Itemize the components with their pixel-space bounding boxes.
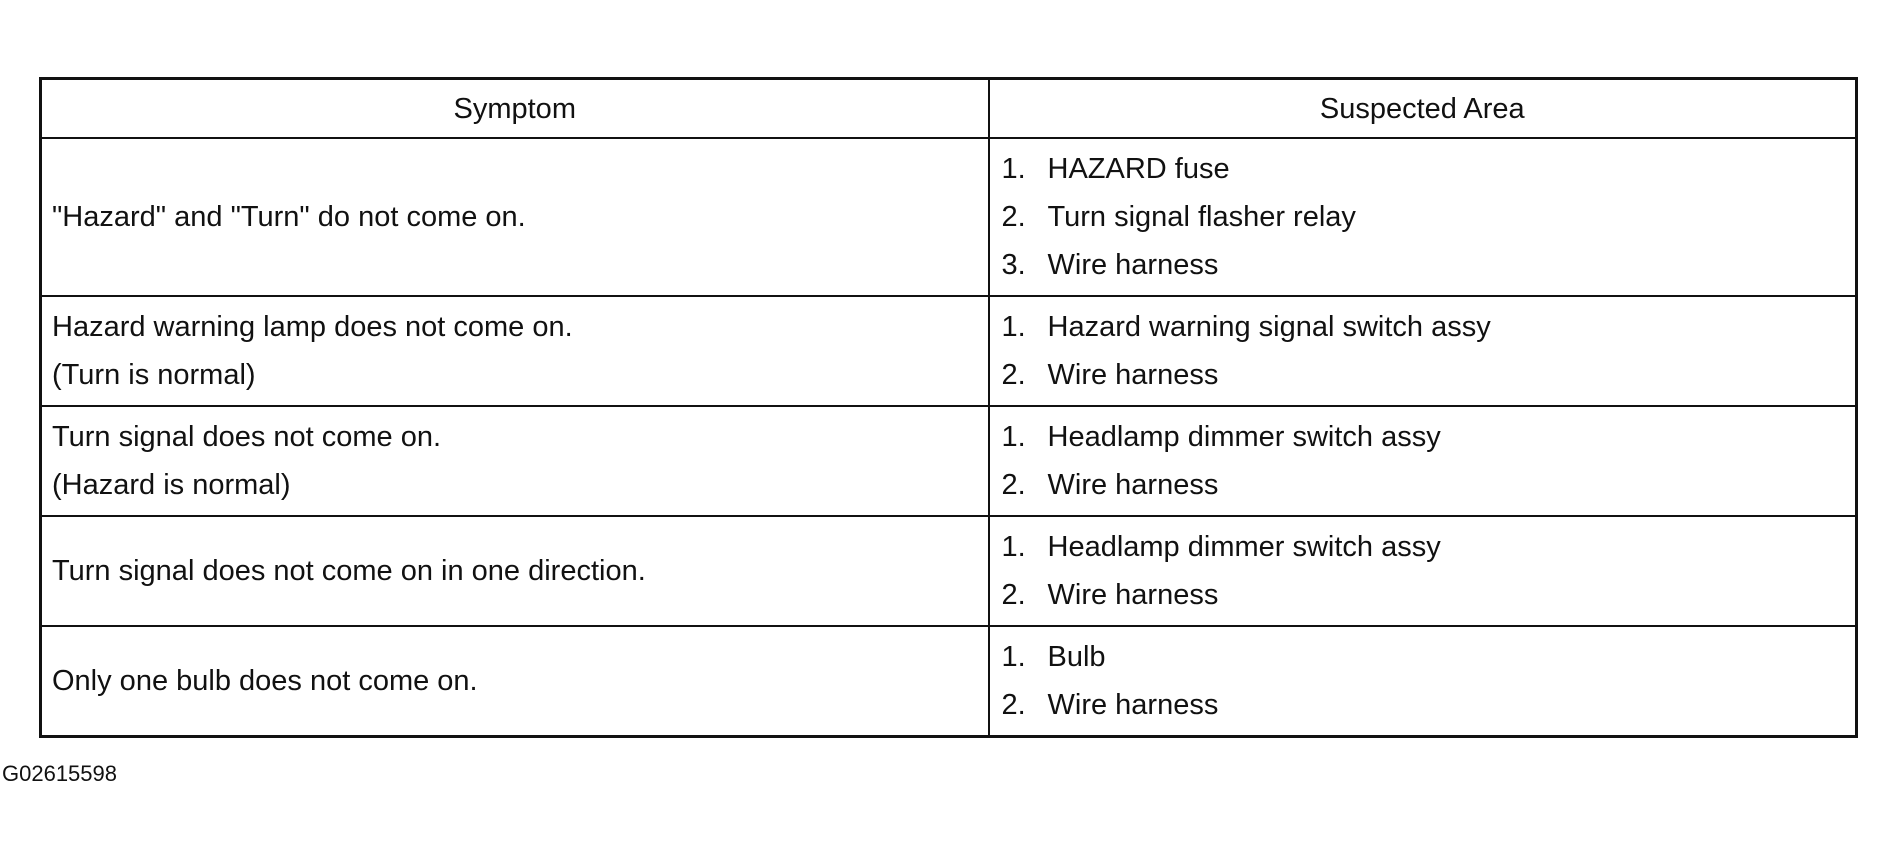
list-item — [1002, 571, 1844, 619]
list-item-text: Wire harness — [1047, 689, 1219, 721]
list-item-text: Wire harness — [1047, 579, 1219, 611]
list-item-number: 1. — [1001, 311, 1026, 343]
table-row — [41, 516, 1857, 626]
symptom-text: (Hazard is normal) — [52, 469, 291, 501]
suspected-area-cell — [989, 516, 1857, 626]
symptom-cell — [41, 626, 989, 737]
symptom-text: Hazard warning lamp does not come on. — [52, 311, 573, 343]
list-item — [1002, 681, 1844, 729]
table-body — [41, 138, 1857, 737]
list-item — [1002, 303, 1844, 351]
list-item-number: 1. — [1001, 421, 1026, 453]
suspected-area-cell — [989, 626, 1857, 737]
suspected-area-cell — [989, 296, 1857, 406]
suspected-area-list — [1002, 633, 1844, 729]
list-item-text: Hazard warning signal switch assy — [1047, 311, 1491, 343]
troubleshooting-table — [39, 77, 1858, 738]
list-item — [1002, 413, 1844, 461]
list-item-text: Wire harness — [1047, 249, 1219, 281]
symptom-cell — [41, 406, 989, 516]
table-row — [41, 138, 1857, 296]
suspected-area-list — [1002, 413, 1844, 509]
list-item — [1002, 523, 1844, 571]
list-item-number: 2. — [1001, 579, 1026, 611]
list-item — [1002, 241, 1844, 289]
suspected-area-cell — [989, 406, 1857, 516]
list-item — [1002, 461, 1844, 509]
suspected-area-list — [1002, 145, 1844, 289]
list-item-text: Bulb — [1047, 641, 1106, 673]
list-item-number: 2. — [1001, 689, 1026, 721]
list-item-number: 3. — [1001, 249, 1026, 281]
list-item — [1002, 351, 1844, 399]
symptom-text: (Turn is normal) — [52, 359, 256, 391]
table-header-row — [41, 79, 1857, 139]
symptom-cell — [41, 296, 989, 406]
table-row — [41, 626, 1857, 737]
suspected-area-column-header: Suspected Area — [989, 79, 1857, 139]
list-item-number: 1. — [1001, 153, 1026, 185]
list-item-number: 2. — [1001, 201, 1026, 233]
list-item-text: HAZARD fuse — [1047, 153, 1230, 185]
table-row — [41, 406, 1857, 516]
suspected-area-list — [1002, 303, 1844, 399]
symptom-text: Turn signal does not come on in one direction. — [52, 555, 646, 587]
list-item-text: Headlamp dimmer switch assy — [1047, 531, 1441, 563]
symptom-cell — [41, 138, 989, 296]
list-item-number: 2. — [1001, 469, 1026, 501]
list-item — [1002, 633, 1844, 681]
list-item-number: 1. — [1001, 641, 1026, 673]
list-item-number: 1. — [1001, 531, 1026, 563]
symptom-text: Turn signal does not come on. — [52, 421, 442, 453]
list-item — [1002, 193, 1844, 241]
suspected-area-cell — [989, 138, 1857, 296]
suspected-area-list — [1002, 523, 1844, 619]
list-item-text: Headlamp dimmer switch assy — [1047, 421, 1441, 453]
symptom-cell — [41, 516, 989, 626]
symptom-text: "Hazard" and "Turn" do not come on. — [52, 201, 526, 233]
list-item-text: Turn signal flasher relay — [1047, 201, 1356, 233]
list-item-text: Wire harness — [1047, 359, 1219, 391]
list-item — [1002, 145, 1844, 193]
figure-id: G02615598 — [2, 761, 117, 786]
list-item-number: 2. — [1001, 359, 1026, 391]
list-item-text: Wire harness — [1047, 469, 1219, 501]
symptom-column-header: Symptom — [41, 79, 989, 139]
table-row — [41, 296, 1857, 406]
symptom-text: Only one bulb does not come on. — [52, 665, 478, 697]
